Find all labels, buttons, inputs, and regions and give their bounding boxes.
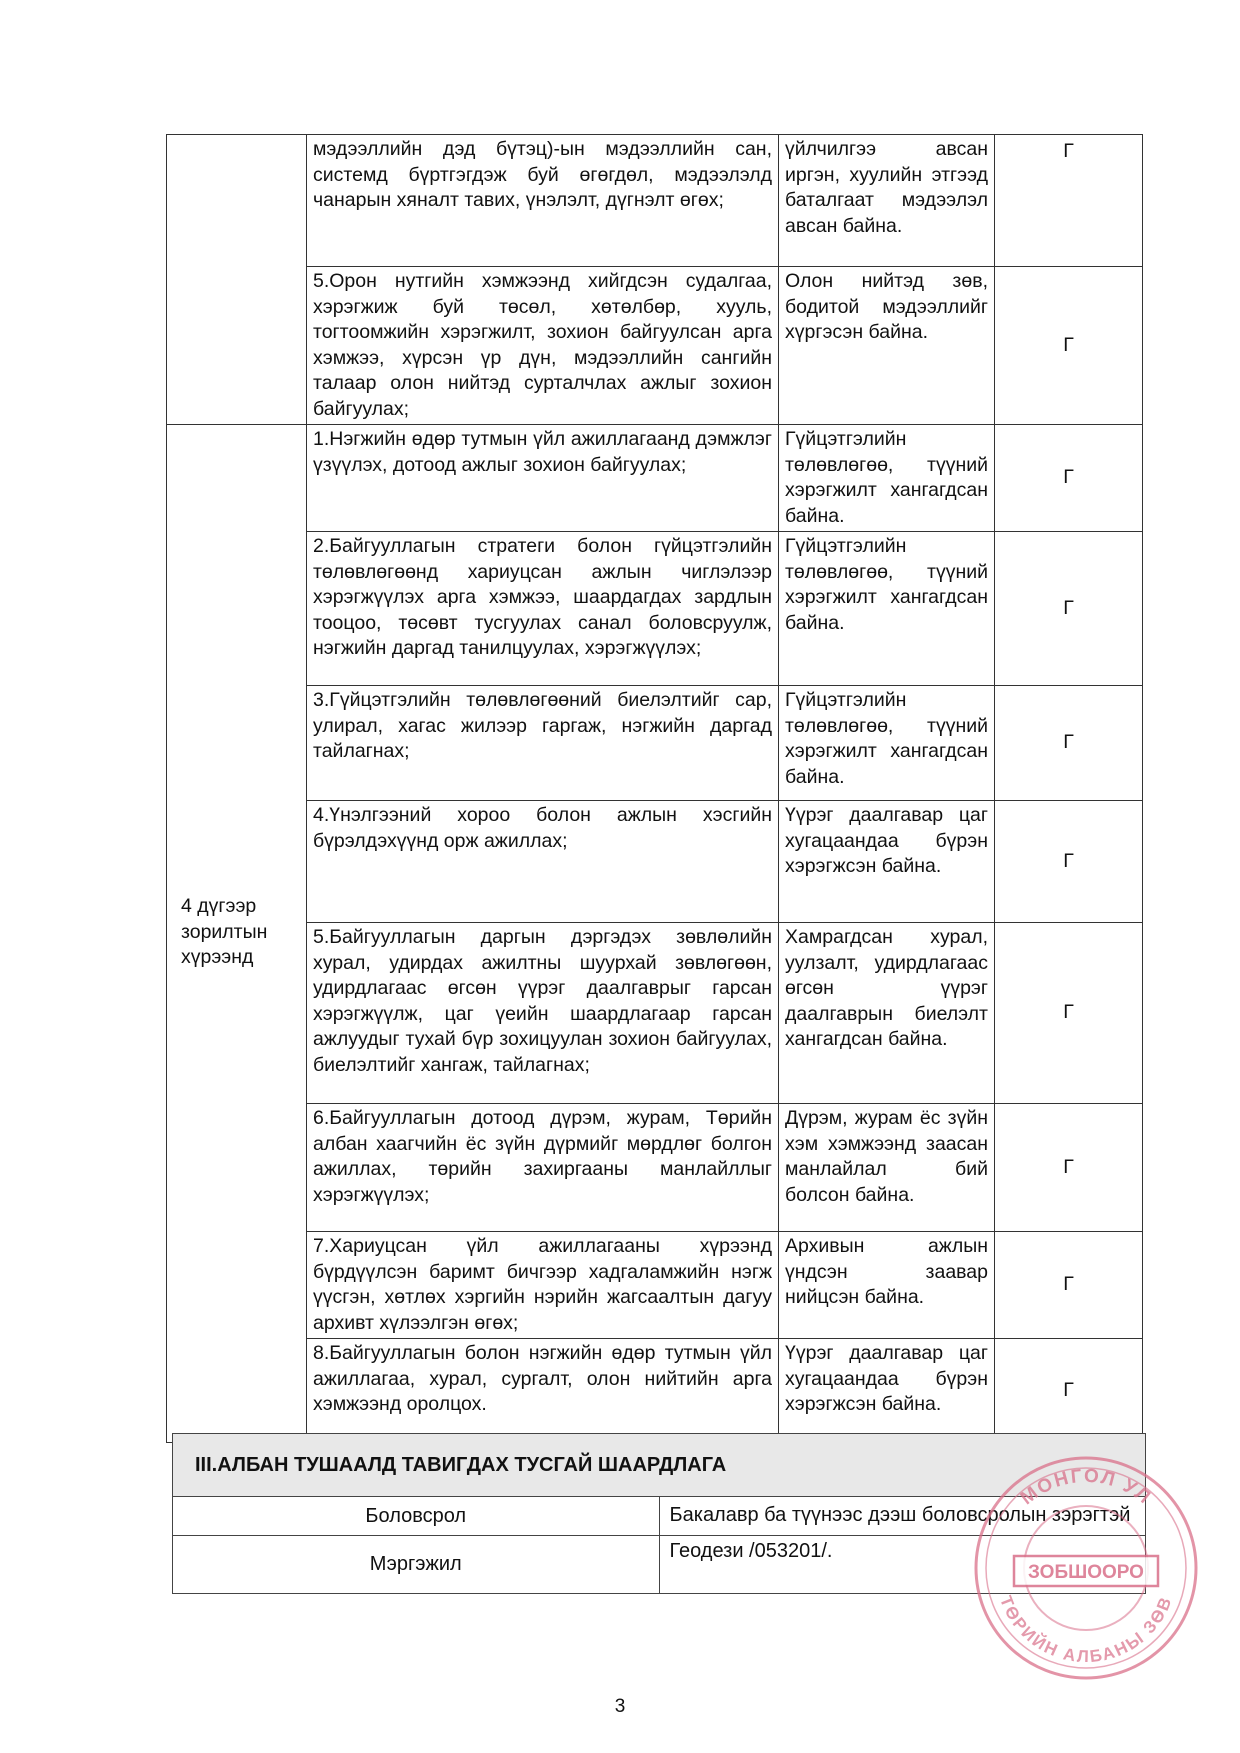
stamp-bottom-text: ТӨРИЙН АЛБАНЫ ЗӨВ: [996, 1593, 1176, 1667]
table-row: [167, 923, 1143, 1104]
table-row: [167, 1104, 1143, 1232]
result-cell: Гүйцэтгэлийн төлөвлөгөө, түүний хэрэгжилт хангагдсан байна.: [779, 532, 995, 686]
requirement-value: Бакалавр ба түүнээс дээш боловсролын зэрэгтэй: [659, 1497, 1146, 1536]
requirement-value: Геодези /053201/.: [659, 1536, 1146, 1594]
table-row: [167, 1339, 1143, 1443]
result-cell: Хамрагдсан хурал, уулзалт, удирдлагаас өгсөн үүрэг даалгаврын биелэлт хангагдсан байна.: [779, 923, 995, 1104]
section-heading: III.АЛБАН ТУШААЛД ТАВИГДАХ ТУСГАЙ ШААРДЛАГА: [173, 1434, 1146, 1497]
table-row: [167, 267, 1143, 425]
result-cell: Үүрэг даалгавар цаг хугацаандаа бүрэн хэрэгжсэн байна.: [779, 801, 995, 923]
task-cell: мэдээллийн дэд бүтэц)-ын мэдээллийн сан, системд бүртгэгдэж буй өгөгдөл, мэдээлэлд чанарын хяналт тавих, үнэлэлт, дүгнэлт өгөх;: [307, 135, 779, 267]
result-cell: Дүрэм, журам ёс зүйн хэм хэмжээнд заасан манлайлал бий болсон байна.: [779, 1104, 995, 1232]
result-cell: Гүйцэтгэлийн төлөвлөгөө, түүний хэрэгжилт хангагдсан байна.: [779, 425, 995, 532]
task-cell: 6.Байгууллагын дотоод дүрэм, журам, Төрийн албан хаагчийн ёс зүйн дүрмийг мөрдлөг болгон ажиллах, төрийн захиргааны манлайллыг хэрэгжүүлэх;: [307, 1104, 779, 1232]
grade-cell: Г: [995, 686, 1143, 801]
task-cell: 7.Хариуцсан үйл ажиллагааны хүрээнд бүрдүүлсэн баримт бичгээр хадгаламжийн нэгж үүсгэн, хөтлөх хэргийн нэрийн жагсаалтын дагуу архивт хүлээлгэн өгөх;: [307, 1232, 779, 1339]
group-cell-empty: [167, 135, 307, 425]
requirement-label: Боловсрол: [173, 1497, 660, 1536]
grade-cell: Г: [995, 923, 1143, 1104]
result-cell: үйлчилгээ авсан иргэн, хуулийн этгээд баталгаат мэдээлэл авсан байна.: [779, 135, 995, 267]
grade-cell: Г: [995, 267, 1143, 425]
responsibilities-table: [166, 134, 1143, 1443]
goal-group-label: 4 дүгээр зорилтын хүрээнд: [167, 425, 307, 1443]
table-row: [167, 135, 1143, 267]
grade-cell: Г: [995, 1232, 1143, 1339]
requirement-label: Мэргэжил: [173, 1536, 660, 1594]
task-cell: 1.Нэгжийн өдөр тутмын үйл ажиллагаанд дэмжлэг үзүүлэх, дотоод ажлыг зохион байгуулах;: [307, 425, 779, 532]
task-cell: 3.Гүйцэтгэлийн төлөвлөгөөний биелэлтийг сар, улирал, хагас жилээр гаргаж, нэгжийн даргад тайлагнах;: [307, 686, 779, 801]
grade-cell: Г: [995, 135, 1143, 267]
result-cell: Гүйцэтгэлийн төлөвлөгөө, түүний хэрэгжилт хангагдсан байна.: [779, 686, 995, 801]
grade-cell: Г: [995, 801, 1143, 923]
stamp-mid-text: ЗОБШООРО: [1028, 1562, 1144, 1583]
task-cell: 4.Үнэлгээний хороо болон ажлын хэсгийн бүрэлдэхүүнд орж ажиллах;: [307, 801, 779, 923]
table-row: [167, 532, 1143, 686]
grade-cell: Г: [995, 1104, 1143, 1232]
result-cell: Архивын ажлын үндсэн заавар нийцсэн байна.: [779, 1232, 995, 1339]
task-cell: 8.Байгууллагын болон нэгжийн өдөр тутмын үйл ажиллагаа, хурал, сургалт, олон нийтийн арга хэмжээнд оролцох.: [307, 1339, 779, 1443]
table-row: [167, 801, 1143, 923]
table-row: [167, 686, 1143, 801]
page-number: 3: [614, 1696, 626, 1717]
result-cell: Үүрэг даалгавар цаг хугацаандаа бүрэн хэрэгжсэн байна.: [779, 1339, 995, 1443]
svg-text:МОНГОЛ УЛ: [1017, 1466, 1155, 1510]
task-cell: 5.Байгууллагын даргын дэргэдэх зөвлөлийн хурал, удирдах ажилтны шуурхай зөвлөгөөн, удирдлагаас өгсөн үүрэг даалгаврыг гарсан хэрэгжүүлж, цаг үеийн шаардлагаар гарсан ажлуудыг тухай бүр зохицуулан зохион байгуулах, биелэлтийг хангаж, тайлагнах;: [307, 923, 779, 1104]
result-cell: Олон нийтэд зөв, бодитой мэдээллийг хүргэсэн байна.: [779, 267, 995, 425]
official-stamp: [970, 1452, 1202, 1684]
table-row: [167, 1232, 1143, 1339]
grade-cell: Г: [995, 425, 1143, 532]
stamp-top-text: МОНГОЛ УЛ: [1016, 1465, 1156, 1510]
grade-cell: Г: [995, 1339, 1143, 1443]
grade-cell: Г: [995, 532, 1143, 686]
task-cell: 2.Байгууллагын стратеги болон гүйцэтгэлийн төлөвлөгөөнд хариуцсан ажлын чиглэлээр хэрэгжүүлэх арга хэмжээ, шаардагдах зардлын тооцоо, төсөвт тусгуулах санал боловсруулж, нэгжийн даргад танилцуулах, хэрэгжүүлэх;: [307, 532, 779, 686]
table-row: [167, 425, 1143, 532]
task-cell: 5.Орон нутгийн хэмжээнд хийгдсэн судалгаа, хэрэгжиж буй төсөл, хөтөлбөр, хууль, тогтоомжийн хэрэгжилт, зохион байгуулсан арга хэмжээ, хүрсэн үр дүн, мэдээллийн сангийн талаар олон нийтэд сурталчлах ажлыг зохион байгуулах;: [307, 267, 779, 425]
